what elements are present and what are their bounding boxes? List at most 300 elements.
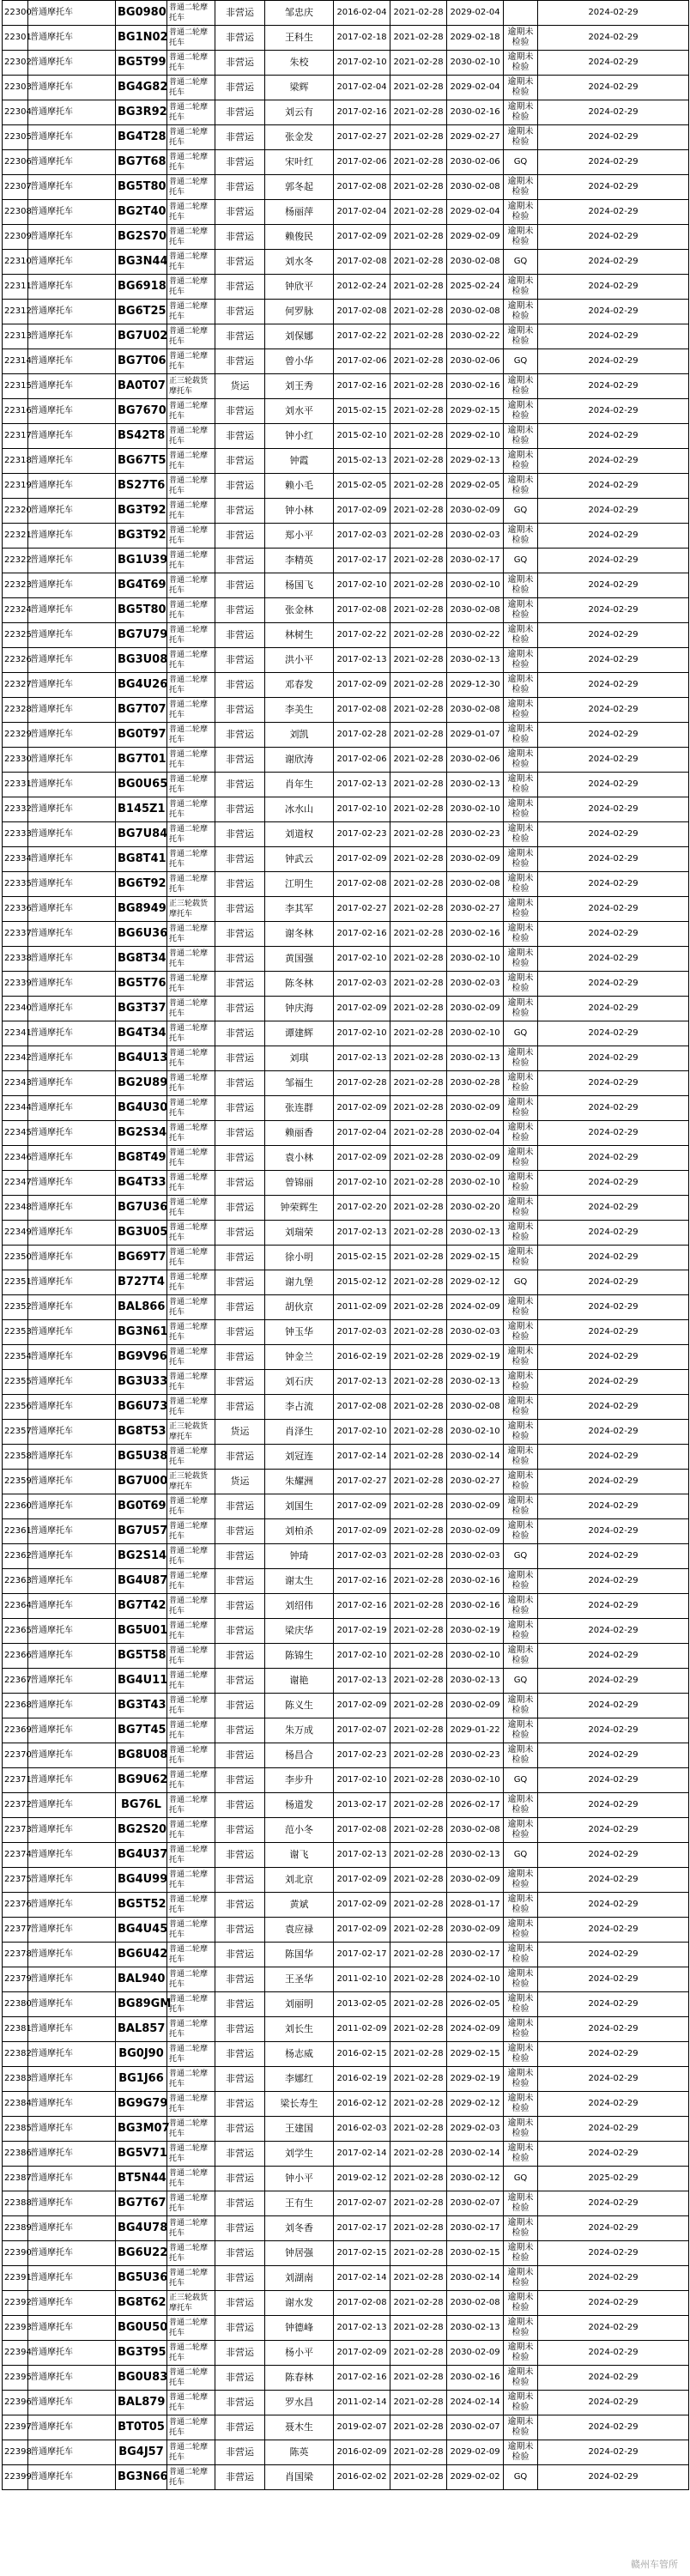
cell-plate: BG3R92 [116, 100, 167, 125]
cell-expire: 2024-02-14 [447, 2391, 504, 2415]
cell-expire: 2030-02-17 [447, 1943, 504, 1967]
cell-subtype: 普通二轮摩托车 [167, 847, 215, 872]
cell-use: 非营运 [215, 1096, 265, 1121]
cell-expire: 2030-02-16 [447, 1569, 504, 1594]
cell-owner: 钟小红 [265, 424, 334, 449]
cell-plate: BAL866 [116, 1295, 167, 1320]
table-row [3, 275, 689, 300]
cell-reg: 2016-02-19 [334, 2067, 390, 2092]
cell-check: 2021-02-28 [390, 1320, 447, 1345]
cell-type: 普通摩托车 [28, 1793, 116, 1818]
cell-deadline: 2024-02-29 [538, 1893, 689, 1918]
cell-check: 2021-02-28 [390, 1519, 447, 1544]
table-row [3, 1320, 689, 1345]
table-row [3, 1046, 689, 1071]
cell-subtype: 正三轮载货摩托车 [167, 1470, 215, 1494]
cell-plate: BG4U37 [116, 1843, 167, 1868]
cell-deadline: 2024-02-29 [538, 1943, 689, 1967]
cell-check: 2021-02-28 [390, 773, 447, 797]
cell-status: 逾期未检验 [504, 1395, 538, 1420]
cell-expire: 2030-02-07 [447, 2415, 504, 2440]
cell-type: 普通摩托车 [28, 1046, 116, 1071]
cell-status: GQ [504, 1021, 538, 1046]
cell-owner: 谢水发 [265, 2291, 334, 2316]
cell-check: 2021-02-28 [390, 1644, 447, 1669]
cell-expire: 2030-02-09 [447, 1519, 504, 1544]
cell-seq: 22365 [3, 1619, 28, 1644]
cell-owner: 陈义生 [265, 1694, 334, 1718]
cell-use: 非营运 [215, 2017, 265, 2042]
cell-type: 普通摩托车 [28, 1519, 116, 1544]
cell-seq: 22389 [3, 2216, 28, 2241]
cell-subtype: 普通二轮摩托车 [167, 1345, 215, 1370]
cell-expire: 2030-02-10 [447, 573, 504, 598]
cell-reg: 2017-02-13 [334, 773, 390, 797]
cell-plate: BG6U73 [116, 1395, 167, 1420]
cell-check: 2021-02-28 [390, 2191, 447, 2216]
cell-owner: 刘石庆 [265, 1370, 334, 1395]
cell-check: 2021-02-28 [390, 1768, 447, 1793]
cell-use: 非营运 [215, 2241, 265, 2266]
cell-check: 2021-02-28 [390, 1743, 447, 1768]
cell-seq: 22324 [3, 598, 28, 623]
cell-check: 2021-02-28 [390, 1221, 447, 1246]
cell-type: 普通摩托车 [28, 1893, 116, 1918]
cell-seq: 22314 [3, 349, 28, 374]
cell-subtype: 普通二轮摩托车 [167, 797, 215, 822]
cell-check: 2021-02-28 [390, 1021, 447, 1046]
cell-deadline: 2024-02-29 [538, 1619, 689, 1644]
cell-reg: 2017-02-06 [334, 349, 390, 374]
table-row [3, 2142, 689, 2167]
cell-check: 2021-02-28 [390, 51, 447, 76]
cell-subtype: 普通二轮摩托车 [167, 2191, 215, 2216]
cell-status: 逾期未检验 [504, 399, 538, 424]
cell-subtype: 普通二轮摩托车 [167, 349, 215, 374]
cell-seq: 22358 [3, 1445, 28, 1470]
cell-type: 普通摩托车 [28, 1295, 116, 1320]
cell-expire: 2029-02-10 [447, 424, 504, 449]
cell-use: 非营运 [215, 2092, 265, 2117]
cell-deadline: 2024-02-29 [538, 2017, 689, 2042]
cell-subtype: 普通二轮摩托车 [167, 1246, 215, 1270]
cell-check: 2021-02-28 [390, 200, 447, 225]
table-row [3, 2440, 689, 2465]
cell-deadline: 2024-02-29 [538, 1046, 689, 1071]
cell-status: 逾期未检验 [504, 822, 538, 847]
cell-plate: BG6U22 [116, 2241, 167, 2266]
cell-use: 非营运 [215, 897, 265, 922]
cell-check: 2021-02-28 [390, 250, 447, 275]
cell-reg: 2017-02-22 [334, 623, 390, 648]
cell-subtype: 普通二轮摩托车 [167, 2092, 215, 2117]
cell-use: 非营运 [215, 1544, 265, 1569]
cell-check: 2021-02-28 [390, 2341, 447, 2366]
cell-seq: 22356 [3, 1395, 28, 1420]
cell-plate: BAL857 [116, 2017, 167, 2042]
cell-plate: BA0T07 [116, 374, 167, 399]
cell-type: 普通摩托车 [28, 2167, 116, 2191]
cell-expire: 2029-01-07 [447, 723, 504, 748]
cell-seq: 22395 [3, 2366, 28, 2391]
cell-use: 非营运 [215, 2142, 265, 2167]
cell-seq: 22352 [3, 1295, 28, 1320]
cell-use: 非营运 [215, 175, 265, 200]
cell-plate: BG5T58 [116, 1644, 167, 1669]
cell-check: 2021-02-28 [390, 2465, 447, 2490]
cell-deadline: 2024-02-29 [538, 972, 689, 997]
cell-owner: 李其军 [265, 897, 334, 922]
cell-expire: 2030-02-14 [447, 2142, 504, 2167]
table-row [3, 2415, 689, 2440]
cell-deadline: 2024-02-29 [538, 1793, 689, 1818]
cell-owner: 陈国华 [265, 1943, 334, 1967]
cell-deadline: 2024-02-29 [538, 2415, 689, 2440]
cell-subtype: 普通二轮摩托车 [167, 1768, 215, 1793]
cell-type: 普通摩托车 [28, 822, 116, 847]
cell-use: 非营运 [215, 474, 265, 499]
cell-reg: 2017-02-09 [334, 673, 390, 698]
cell-status: 逾期未检验 [504, 1096, 538, 1121]
cell-type: 普通摩托车 [28, 1594, 116, 1619]
cell-check: 2021-02-28 [390, 499, 447, 524]
cell-seq: 22335 [3, 872, 28, 897]
cell-subtype: 普通二轮摩托车 [167, 1992, 215, 2017]
cell-owner: 钟武云 [265, 847, 334, 872]
cell-owner: 刘柏杀 [265, 1519, 334, 1544]
cell-check: 2021-02-28 [390, 1196, 447, 1221]
cell-deadline: 2024-02-29 [538, 1196, 689, 1221]
cell-subtype: 普通二轮摩托车 [167, 2216, 215, 2241]
cell-status: GQ [504, 2465, 538, 2490]
cell-seq: 22379 [3, 1967, 28, 1992]
cell-plate: BG3M07 [116, 2117, 167, 2142]
cell-subtype: 普通二轮摩托车 [167, 2266, 215, 2291]
cell-use: 非营运 [215, 1569, 265, 1594]
cell-owner: 刘北京 [265, 1868, 334, 1893]
cell-status: 逾期未检验 [504, 623, 538, 648]
cell-owner: 袁应禄 [265, 1918, 334, 1943]
cell-expire: 2030-02-14 [447, 1445, 504, 1470]
cell-check: 2021-02-28 [390, 225, 447, 250]
cell-type: 普通摩托车 [28, 1918, 116, 1943]
cell-expire: 2029-02-19 [447, 2067, 504, 2092]
cell-expire: 2030-02-13 [447, 1843, 504, 1868]
cell-subtype: 普通二轮摩托车 [167, 1793, 215, 1818]
cell-type: 普通摩托车 [28, 2415, 116, 2440]
cell-expire: 2030-02-17 [447, 2216, 504, 2241]
cell-expire: 2030-02-13 [447, 773, 504, 797]
cell-use: 非营运 [215, 1071, 265, 1096]
cell-check: 2021-02-28 [390, 1943, 447, 1967]
cell-deadline: 2024-02-29 [538, 1121, 689, 1146]
cell-subtype: 普通二轮摩托车 [167, 424, 215, 449]
cell-type: 普通摩托车 [28, 1619, 116, 1644]
cell-plate: BS42T8 [116, 424, 167, 449]
cell-seq: 22378 [3, 1943, 28, 1967]
cell-expire: 2030-02-09 [447, 499, 504, 524]
cell-seq: 22393 [3, 2316, 28, 2341]
cell-check: 2021-02-28 [390, 1967, 447, 1992]
cell-use: 非营运 [215, 698, 265, 723]
cell-expire: 2030-02-10 [447, 947, 504, 972]
cell-expire: 2030-02-10 [447, 51, 504, 76]
cell-deadline: 2024-02-29 [538, 2266, 689, 2291]
cell-seq: 22333 [3, 822, 28, 847]
cell-deadline: 2024-02-29 [538, 1544, 689, 1569]
cell-deadline: 2024-02-29 [538, 1519, 689, 1544]
cell-plate: BG3N61 [116, 1320, 167, 1345]
cell-owner: 李精英 [265, 549, 334, 573]
table-row [3, 1470, 689, 1494]
cell-type: 普通摩托车 [28, 2440, 116, 2465]
table-row [3, 623, 689, 648]
cell-owner: 张金林 [265, 598, 334, 623]
cell-status: 逾期未检验 [504, 275, 538, 300]
cell-status [504, 1, 538, 26]
cell-subtype: 普通二轮摩托车 [167, 1569, 215, 1594]
cell-reg: 2017-02-17 [334, 2216, 390, 2241]
cell-subtype: 普通二轮摩托车 [167, 623, 215, 648]
cell-use: 非营运 [215, 2440, 265, 2465]
cell-check: 2021-02-28 [390, 1295, 447, 1320]
cell-subtype: 普通二轮摩托车 [167, 2341, 215, 2366]
cell-owner: 钟庆海 [265, 997, 334, 1021]
cell-owner: 王圣华 [265, 1967, 334, 1992]
cell-use: 非营运 [215, 499, 265, 524]
cell-subtype: 普通二轮摩托车 [167, 324, 215, 349]
cell-reg: 2017-02-03 [334, 1544, 390, 1569]
cell-owner: 梁辉 [265, 76, 334, 100]
cell-check: 2021-02-28 [390, 1569, 447, 1594]
cell-use: 非营运 [215, 2465, 265, 2490]
cell-owner: 刘冬香 [265, 2216, 334, 2241]
cell-deadline: 2024-02-29 [538, 897, 689, 922]
cell-seq: 22399 [3, 2465, 28, 2490]
cell-check: 2021-02-28 [390, 1494, 447, 1519]
table-row [3, 822, 689, 847]
cell-subtype: 普通二轮摩托车 [167, 1544, 215, 1569]
cell-seq: 22394 [3, 2341, 28, 2366]
cell-type: 普通摩托车 [28, 947, 116, 972]
cell-reg: 2011-02-09 [334, 2017, 390, 2042]
cell-deadline: 2024-02-29 [538, 1295, 689, 1320]
cell-type: 普通摩托车 [28, 374, 116, 399]
cell-seq: 22313 [3, 324, 28, 349]
table-row [3, 200, 689, 225]
cell-use: 非营运 [215, 225, 265, 250]
cell-owner: 肖年生 [265, 773, 334, 797]
cell-deadline: 2024-02-29 [538, 349, 689, 374]
cell-type: 普通摩托车 [28, 2266, 116, 2291]
cell-owner: 邓春发 [265, 673, 334, 698]
cell-reg: 2017-02-08 [334, 175, 390, 200]
table-row [3, 2191, 689, 2216]
cell-expire: 2030-02-20 [447, 1196, 504, 1221]
cell-reg: 2017-02-23 [334, 822, 390, 847]
cell-owner: 李美生 [265, 698, 334, 723]
cell-expire: 2030-02-12 [447, 2167, 504, 2191]
cell-use: 非营运 [215, 1718, 265, 1743]
table-row [3, 897, 689, 922]
cell-subtype: 普通二轮摩托车 [167, 1743, 215, 1768]
cell-plate: BT0T05 [116, 2415, 167, 2440]
cell-deadline: 2024-02-29 [538, 549, 689, 573]
cell-plate: BG7T45 [116, 1718, 167, 1743]
table-row [3, 1669, 689, 1694]
cell-subtype: 普通二轮摩托车 [167, 1096, 215, 1121]
cell-check: 2021-02-28 [390, 549, 447, 573]
cell-reg: 2017-02-13 [334, 1843, 390, 1868]
table-row [3, 1071, 689, 1096]
cell-plate: B727T4 [116, 1270, 167, 1295]
cell-plate: BG0U50 [116, 2316, 167, 2341]
cell-owner: 聂木生 [265, 2415, 334, 2440]
cell-deadline: 2024-02-29 [538, 2142, 689, 2167]
cell-owner: 郭冬起 [265, 175, 334, 200]
cell-status: 逾期未检验 [504, 673, 538, 698]
cell-reg: 2017-02-27 [334, 125, 390, 150]
cell-reg: 2017-02-13 [334, 1669, 390, 1694]
cell-owner: 曾小华 [265, 349, 334, 374]
cell-check: 2021-02-28 [390, 1868, 447, 1893]
cell-type: 普通摩托车 [28, 1768, 116, 1793]
cell-plate: BG8T53 [116, 1420, 167, 1445]
cell-seq: 22387 [3, 2167, 28, 2191]
cell-deadline: 2024-02-29 [538, 2067, 689, 2092]
cell-seq: 22392 [3, 2291, 28, 2316]
cell-expire: 2030-02-09 [447, 1868, 504, 1893]
cell-reg: 2017-02-09 [334, 1868, 390, 1893]
cell-expire: 2030-02-09 [447, 1918, 504, 1943]
cell-status: 逾期未检验 [504, 2142, 538, 2167]
cell-status: 逾期未检验 [504, 1320, 538, 1345]
cell-owner: 林树生 [265, 623, 334, 648]
cell-deadline: 2024-02-29 [538, 1843, 689, 1868]
cell-check: 2021-02-28 [390, 2092, 447, 2117]
cell-use: 非营运 [215, 1121, 265, 1146]
cell-plate: BG7U84 [116, 822, 167, 847]
cell-deadline: 2024-02-29 [538, 997, 689, 1021]
cell-deadline: 2024-02-29 [538, 51, 689, 76]
cell-subtype: 普通二轮摩托车 [167, 1071, 215, 1096]
cell-subtype: 普通二轮摩托车 [167, 1445, 215, 1470]
cell-use: 非营运 [215, 2415, 265, 2440]
cell-subtype: 普通二轮摩托车 [167, 2042, 215, 2067]
cell-status: 逾期未检验 [504, 2366, 538, 2391]
cell-subtype: 普通二轮摩托车 [167, 449, 215, 474]
watermark-text: 赣州车管所 [631, 2559, 678, 2570]
cell-type: 普通摩托车 [28, 399, 116, 424]
cell-check: 2021-02-28 [390, 2142, 447, 2167]
table-row [3, 1644, 689, 1669]
cell-reg: 2017-02-16 [334, 2366, 390, 2391]
table-row [3, 2042, 689, 2067]
cell-use: 非营运 [215, 1669, 265, 1694]
cell-check: 2021-02-28 [390, 922, 447, 947]
cell-owner: 钟小林 [265, 499, 334, 524]
vehicle-table [2, 0, 689, 2490]
cell-reg: 2017-02-10 [334, 947, 390, 972]
table-row [3, 2216, 689, 2241]
cell-type: 普通摩托车 [28, 2341, 116, 2366]
cell-type: 普通摩托车 [28, 872, 116, 897]
cell-seq: 22303 [3, 76, 28, 100]
cell-seq: 22320 [3, 499, 28, 524]
cell-reg: 2017-02-13 [334, 1370, 390, 1395]
table-row [3, 1843, 689, 1868]
cell-deadline: 2024-02-29 [538, 1569, 689, 1594]
cell-seq: 22323 [3, 573, 28, 598]
cell-reg: 2016-02-02 [334, 2465, 390, 2490]
cell-plate: BG3U08 [116, 648, 167, 673]
cell-subtype: 普通二轮摩托车 [167, 997, 215, 1021]
cell-subtype: 普通二轮摩托车 [167, 499, 215, 524]
cell-type: 普通摩托车 [28, 2391, 116, 2415]
cell-plate: BS27T6 [116, 474, 167, 499]
cell-subtype: 正三轮载货摩托车 [167, 897, 215, 922]
cell-status: 逾期未检验 [504, 1370, 538, 1395]
cell-status: 逾期未检验 [504, 26, 538, 51]
cell-seq: 22363 [3, 1569, 28, 1594]
cell-subtype: 普通二轮摩托车 [167, 1046, 215, 1071]
cell-status: 逾期未检验 [504, 51, 538, 76]
cell-status: 逾期未检验 [504, 947, 538, 972]
cell-use: 非营运 [215, 324, 265, 349]
cell-plate: BG7T67 [116, 2191, 167, 2216]
table-row [3, 1519, 689, 1544]
cell-status: GQ [504, 2167, 538, 2191]
cell-type: 普通摩托车 [28, 1644, 116, 1669]
table-row [3, 1121, 689, 1146]
cell-expire: 2029-02-05 [447, 474, 504, 499]
cell-type: 普通摩托车 [28, 2142, 116, 2167]
cell-use: 非营运 [215, 2391, 265, 2415]
cell-check: 2021-02-28 [390, 76, 447, 100]
cell-subtype: 普通二轮摩托车 [167, 673, 215, 698]
cell-use: 非营运 [215, 2042, 265, 2067]
cell-seq: 22355 [3, 1370, 28, 1395]
cell-type: 普通摩托车 [28, 150, 116, 175]
cell-status: 逾期未检验 [504, 1943, 538, 1967]
cell-expire: 2024-02-09 [447, 2017, 504, 2042]
cell-deadline: 2024-02-29 [538, 1644, 689, 1669]
cell-use: 非营运 [215, 773, 265, 797]
table-body [3, 1, 689, 2490]
cell-plate: BG7T06 [116, 349, 167, 374]
cell-expire: 2030-02-06 [447, 748, 504, 773]
cell-type: 普通摩托车 [28, 524, 116, 549]
cell-type: 普通摩托车 [28, 648, 116, 673]
cell-subtype: 普通二轮摩托车 [167, 1395, 215, 1420]
table-row [3, 1445, 689, 1470]
cell-subtype: 普通二轮摩托车 [167, 150, 215, 175]
cell-seq: 22369 [3, 1718, 28, 1743]
cell-seq: 22396 [3, 2391, 28, 2415]
cell-owner: 刘学生 [265, 2142, 334, 2167]
table-row [3, 26, 689, 51]
cell-use: 非营运 [215, 723, 265, 748]
cell-deadline: 2024-02-29 [538, 598, 689, 623]
cell-type: 普通摩托车 [28, 2017, 116, 2042]
table-row [3, 225, 689, 250]
cell-subtype: 普通二轮摩托车 [167, 1270, 215, 1295]
cell-deadline: 2024-02-29 [538, 100, 689, 125]
cell-reg: 2017-02-10 [334, 51, 390, 76]
table-row [3, 847, 689, 872]
cell-deadline: 2024-02-29 [538, 1494, 689, 1519]
cell-plate: BG5T99 [116, 51, 167, 76]
